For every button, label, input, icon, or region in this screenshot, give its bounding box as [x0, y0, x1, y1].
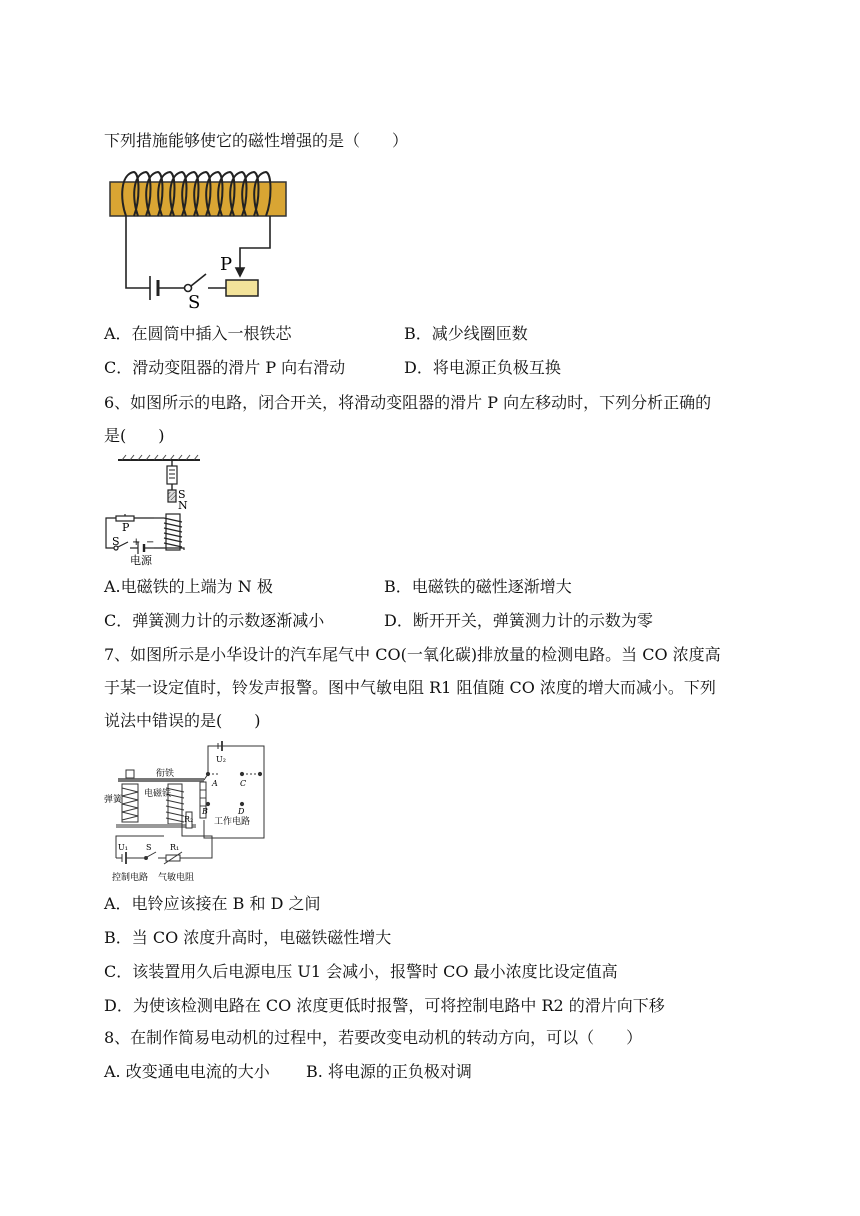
q6-option-c: C．弹簧测力计的示数逐渐减小 [104, 611, 325, 630]
q6-label-plus: + [132, 537, 141, 548]
q6-label-s-top: S [178, 488, 186, 501]
q7-label-u2: U₂ [216, 755, 226, 764]
q6-option-d: D．断开开关，弹簧测力计的示数为零 [384, 611, 653, 630]
q7-label-work: 工作电路 [214, 817, 251, 827]
q5-option-d: D．将电源正负极互换 [404, 358, 561, 377]
q7-label-r1: R₁ [170, 843, 180, 852]
q7-label-control: 控制电路 [112, 873, 149, 883]
q6-stem-line1: 6、如图所示的电路，闭合开关，将滑动变阻器的滑片 P 向左移动时，下列分析正确的 [104, 393, 712, 412]
q6-electromagnet-figure [104, 452, 214, 568]
q8-option-b: B. 将电源的正负极对调 [306, 1062, 472, 1081]
q6-label-p: P [122, 521, 130, 534]
q7-option-c: C．该装置用久后电源电压 U1 会减小，报警时 CO 最小浓度比设定值高 [104, 962, 618, 981]
q5-option-c: C．滑动变阻器的滑片 P 向右滑动 [104, 358, 346, 377]
q7-stem-line3: 说法中错误的是( ) [104, 711, 261, 730]
q7-label-d: D [238, 807, 245, 816]
q6-option-a: A.电磁铁的上端为 N 极 [104, 577, 273, 596]
q6-label-source: 电源 [130, 554, 152, 567]
q5-solenoid-figure [104, 160, 294, 310]
q5-label-s: S [188, 292, 201, 310]
q7-label-electromagnet: 电磁铁 [144, 789, 172, 799]
q7-label-spring: 弹簧 [104, 795, 123, 805]
q7-option-b: B．当 CO 浓度升高时，电磁铁磁性增大 [104, 928, 392, 947]
q7-stem-line2: 于某一设定值时，铃发声报警。图中气敏电阻 R1 阻值随 CO 浓度的增大而减小。下列 [104, 678, 716, 697]
q5-option-a: A．在圆筒中插入一根铁芯 [104, 324, 292, 343]
q7-label-b: B [202, 807, 208, 816]
q7-stem-line1: 7、如图所示是小华设计的汽车尾气中 CO(一氧化碳)排放量的检测电路。当 CO 浓度高 [104, 645, 721, 664]
q8-stem: 8、在制作简易电动机的过程中，若要改变电动机的转动方向，可以（ ） [104, 1028, 643, 1047]
q7-label-s: S [146, 843, 152, 852]
q7-label-c: C [240, 779, 247, 788]
q7-label-sensor: 气敏电阻 [158, 873, 195, 883]
q5-label-p: P [220, 254, 233, 275]
q7-label-r2: R₂ [184, 815, 194, 824]
q7-label-u1: U₁ [118, 843, 128, 852]
q6-stem-line2: 是( ) [104, 426, 165, 445]
q6-option-b: B．电磁铁的磁性逐渐增大 [384, 577, 572, 596]
q8-option-a: A. 改变通电电流的大小 [104, 1062, 270, 1081]
q7-label-a: A [212, 779, 218, 788]
q7-label-armature: 衔铁 [156, 769, 175, 779]
q6-label-n: N [178, 499, 188, 512]
q6-label-s-switch: S [112, 535, 120, 548]
q5-stem: 下列措施能够使它的磁性增强的是（ ） [104, 131, 409, 150]
q5-option-b: B．减少线圈匝数 [404, 324, 528, 343]
q7-alarm-circuit-figure [104, 740, 272, 886]
q7-option-a: A．电铃应该接在 B 和 D 之间 [104, 894, 321, 913]
q7-option-d: D．为使该检测电路在 CO 浓度更低时报警，可将控制电路中 R2 的滑片向下移 [104, 996, 665, 1015]
q6-label-minus: − [146, 537, 155, 548]
